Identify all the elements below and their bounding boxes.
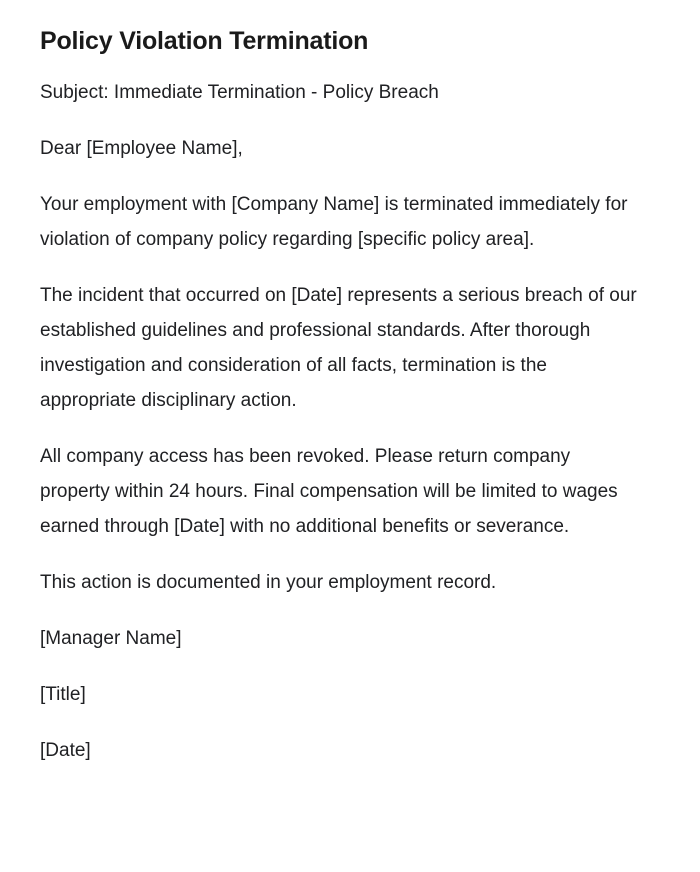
signature-manager-name: [Manager Name]: [40, 628, 182, 649]
subject-line: Subject: Immediate Termination - Policy Breach: [40, 82, 439, 103]
body-paragraph-4: This action is documented in your employment record.: [40, 572, 497, 593]
letter-body: [40, 0, 640, 768]
body-paragraph-1: Your employment with [Company Name] is terminated immediately for violation of company policy regarding [specific policy area].: [40, 194, 633, 250]
body-paragraph-2: The incident that occurred on [Date] represents a serious breach of our established guidelines and professional standards. After thorough investigation and consideration of all facts, termination is the appropriate disciplinary action.: [40, 285, 642, 411]
salutation: Dear [Employee Name],: [40, 138, 243, 159]
signature-date: [Date]: [40, 740, 91, 761]
signature-title: [Title]: [40, 684, 86, 705]
page-title: Policy Violation Termination: [40, 27, 369, 55]
body-paragraph-3: All company access has been revoked. Please return company property within 24 hours. Final compensation will be limited to wages earned through [Date] with no additional benefits or severance.: [40, 446, 623, 537]
